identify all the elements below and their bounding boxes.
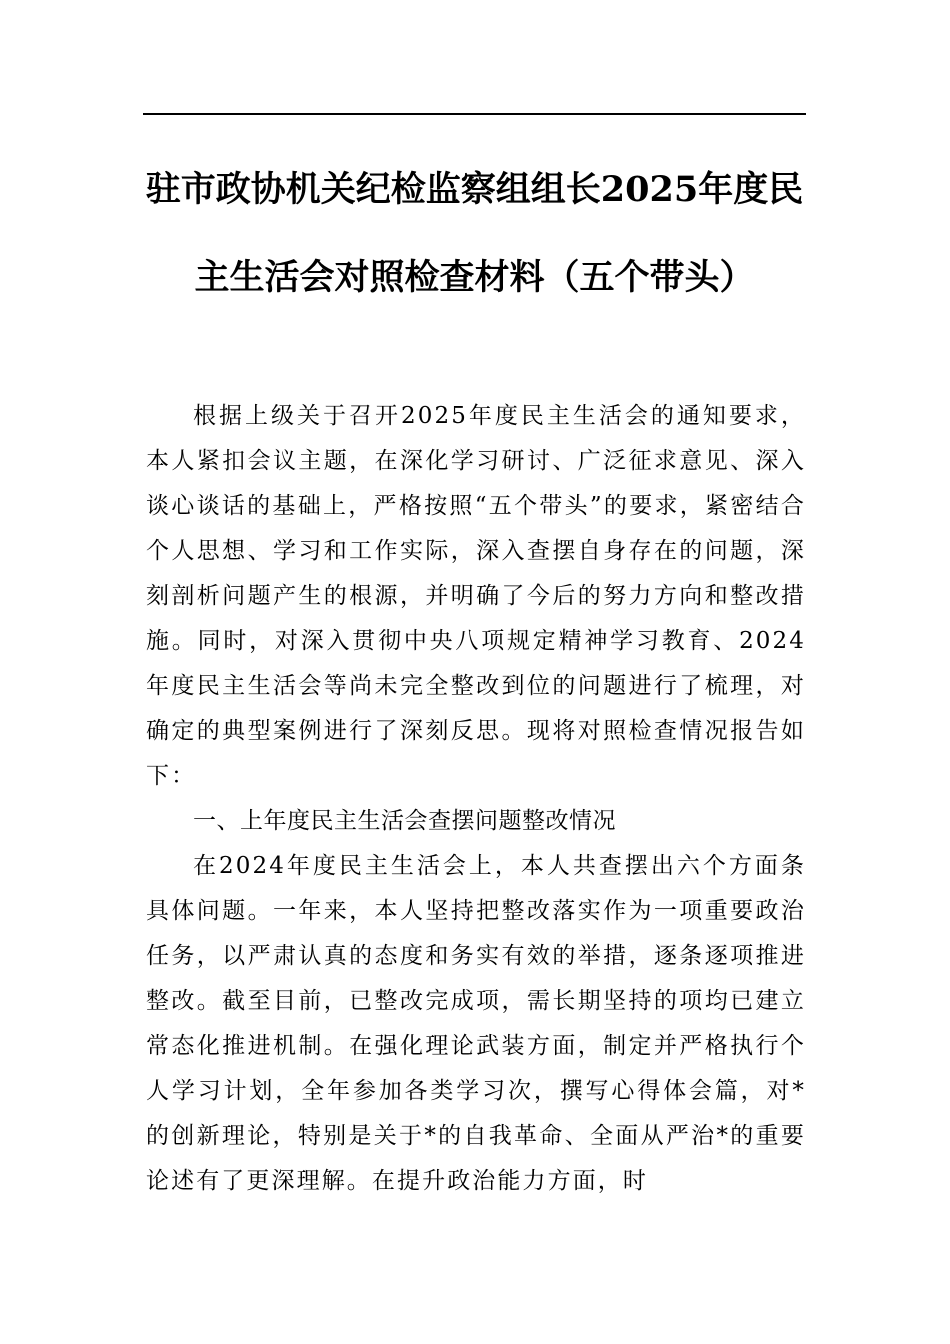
section-1-paragraph: 在2024年度民主生活会上，本人共查摆出六个方面条具体问题。一年来，本人坚持把整改落实作为一项重要政治任务，以严肃认真的态度和务实有效的举措，逐条逐项推进整改。截至目前，已整改完成项，需长期坚持的项均已建立常态化推进机制。在强化理论武装方面，制定并严格执行个人学习计划，全年参加各类学习次，撰写心得体会篇，对*的创新理论，特别是关于*的自我革命、全面从严治*的重要论述有了更深理解。在提升政治能力方面，时 [146,853,806,1194]
intro-paragraph: 根据上级关于召开2025年度民主生活会的通知要求，本人紧扣会议主题，在深化学习研讨、广泛征求意见、深入谈心谈话的基础上，严格按照“五个带头”的要求，紧密结合个人思想、学习和工作实际，深入查摆自身存在的问题，深刻剖析问题产生的根源，并明确了今后的努力方向和整改措施。同时，对深入贯彻中央八项规定精神学习教育、2024年度民主生活会等尚未完全整改到位的问题进行了梳理，对确定的典型案例进行了深刻反思。现将对照检查情况报告如下： [146,403,806,789]
section-heading-1: 一、上年度民主生活会查摆问题整改情况 [193,808,616,834]
document-title [143,166,806,302]
header-rule [143,113,806,115]
document-body [146,394,806,1204]
title-line-2: 主生活会对照检查材料（五个带头） [194,257,755,298]
title-line-1: 驻市政协机关纪检监察组组长2025年度民 [145,169,804,210]
